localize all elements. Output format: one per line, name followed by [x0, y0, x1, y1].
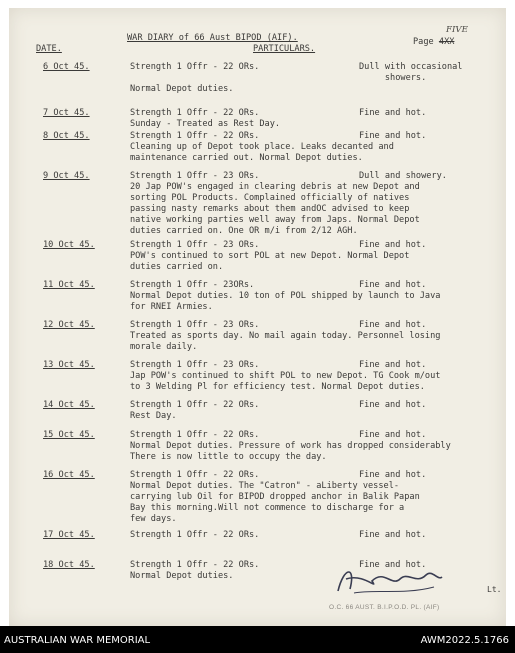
entry-text-line: There is now little to occupy the day.	[130, 452, 327, 462]
entry-text-line: Treated as sports day. No mail again today. Personnel losing	[130, 331, 441, 341]
entry-date: 15 Oct 45.	[43, 430, 95, 440]
entry-text-line: Normal Depot duties. 10 ton of POL shipped by launch to Java	[130, 291, 441, 301]
entry-text-line: Normal Depot duties.	[130, 571, 234, 581]
entry-weather: Fine and hot.	[359, 131, 427, 141]
entry-text-line: maintenance carried out. Normal Depot duties.	[130, 153, 363, 163]
entry-text-line: Strength 1 Offr - 22 ORs.	[130, 400, 260, 410]
entry-weather: Fine and hot.	[359, 280, 427, 290]
entry-text-line: native working parties well away from Japs. Normal Depot	[130, 215, 420, 225]
entry-text-line: Strength 1 Offr - 22 ORs.	[130, 62, 260, 72]
entry-date: 14 Oct 45.	[43, 400, 95, 410]
entry-date: 12 Oct 45.	[43, 320, 95, 330]
entry-text-line: 20 Jap POW's engaged in clearing debris at new Depot and	[130, 182, 420, 192]
entry-weather: Fine and hot.	[359, 430, 427, 440]
footer-institution: AUSTRALIAN WAR MEMORIAL	[4, 635, 151, 646]
entry-weather: Fine and hot.	[359, 360, 427, 370]
entry-date: 18 Oct 45.	[43, 560, 95, 570]
entry-text-line: Bay this morning.Will not commence to discharge for a	[130, 503, 405, 513]
entry-text-line: Strength 1 Offr - 22 ORs.	[130, 108, 260, 118]
entry-text-line: Cleaning up of Depot took place. Leaks decanted and	[130, 142, 394, 152]
signature	[334, 561, 444, 601]
entry-text-line: Strength 1 Offr - 23 ORs.	[130, 171, 260, 181]
entry-weather: Fine and hot.	[359, 320, 427, 330]
entry-text-line: Strength 1 Offr - 22 ORs.	[130, 530, 260, 540]
entry-text-line: few days.	[130, 514, 177, 524]
entry-date: 9 Oct 45.	[43, 171, 90, 181]
entry-text-line: passing nasty remarks about them andOC advised to keep	[130, 204, 410, 214]
entry-text-line: Strength 1 Offr - 22 ORs.	[130, 131, 260, 141]
archive-footer	[0, 626, 515, 653]
diary-page	[9, 8, 506, 626]
entry-weather: Fine and hot.	[359, 530, 427, 540]
entry-weather: showers.	[359, 73, 427, 83]
entry-weather: Fine and hot.	[359, 240, 427, 250]
entry-date: 6 Oct 45.	[43, 62, 90, 72]
entry-date: 17 Oct 45.	[43, 530, 95, 540]
entry-weather: Dull and showery.	[359, 171, 447, 181]
entry-date: 10 Oct 45.	[43, 240, 95, 250]
entry-text-line: carrying lub Oil for BIPOD dropped anchor in Balik Papan	[130, 492, 420, 502]
entry-date: 7 Oct 45.	[43, 108, 90, 118]
footer-accession: AWM2022.5.1766	[420, 635, 509, 646]
signature-rank: Lt.	[487, 585, 502, 594]
entry-text-line: Sunday - Treated as Rest Day.	[130, 119, 281, 129]
page-number: 4XX	[438, 37, 455, 47]
entry-text-line: POW's continued to sort POL at new Depot. Normal Depot	[130, 251, 410, 261]
entry-text-line: Strength 1 Offr - 22 ORs.	[130, 470, 260, 480]
page-label: Page 4XX	[413, 37, 455, 47]
entry-text-line: duties carried on. One OR m/i from 2/12 AGH.	[130, 226, 358, 236]
entry-text-line: Strength 1 Offr - 23 ORs.	[130, 320, 260, 330]
entry-weather: Dull with occasional	[359, 62, 463, 72]
entry-text-line: Jap POW's continued to shift POL to new Depot. TG Cook m/out	[130, 371, 441, 381]
entry-weather: Fine and hot.	[359, 470, 427, 480]
entry-text-line: Strength 1 Offr - 23 ORs.	[130, 360, 260, 370]
entry-weather: Fine and hot.	[359, 400, 427, 410]
entry-text-line: Strength 1 Offr - 22 ORs.	[130, 430, 260, 440]
entry-text-line: to 3 Welding Pl for efficiency test. Normal Depot duties.	[130, 382, 425, 392]
entry-text-line: Strength 1 Offr - 23 ORs.	[130, 240, 260, 250]
entry-text-line: Strength 1 Offr - 22 ORs.	[130, 560, 260, 570]
entry-text-line: for RNEI Armies.	[130, 302, 213, 312]
entry-weather: Fine and hot.	[359, 108, 427, 118]
entry-weather: Fine and hot.	[359, 560, 427, 570]
entry-text-line: Normal Depot duties. Pressure of work has dropped considerably	[130, 441, 451, 451]
entry-text-line: Strength 1 Offr - 23ORs.	[130, 280, 255, 290]
diary-title: WAR DIARY of 66 Aust BIPOD (AIF).	[127, 33, 298, 43]
entry-text-line: Normal Depot duties.	[130, 84, 234, 94]
entry-text-line: duties carried on.	[130, 262, 224, 272]
entry-date: 16 Oct 45.	[43, 470, 95, 480]
entry-text-line: sorting POL Products. Complained officially of natives	[130, 193, 410, 203]
page-number-handwritten: FIVE	[446, 25, 468, 35]
entry-date: 13 Oct 45.	[43, 360, 95, 370]
entry-text-line: Rest Day.	[130, 411, 177, 421]
entry-text-line: morale daily.	[130, 342, 198, 352]
oc-stamp: O.C. 66 AUST. B.I.P.O.D. PL. (AIF)	[329, 604, 440, 611]
entry-text-line: Normal Depot duties. The "Catron" - aLiberty vessel-	[130, 481, 400, 491]
date-column-header: DATE.	[36, 44, 62, 54]
particulars-column-header: PARTICULARS.	[253, 44, 316, 54]
entry-date: 11 Oct 45.	[43, 280, 95, 290]
entry-date: 8 Oct 45.	[43, 131, 90, 141]
